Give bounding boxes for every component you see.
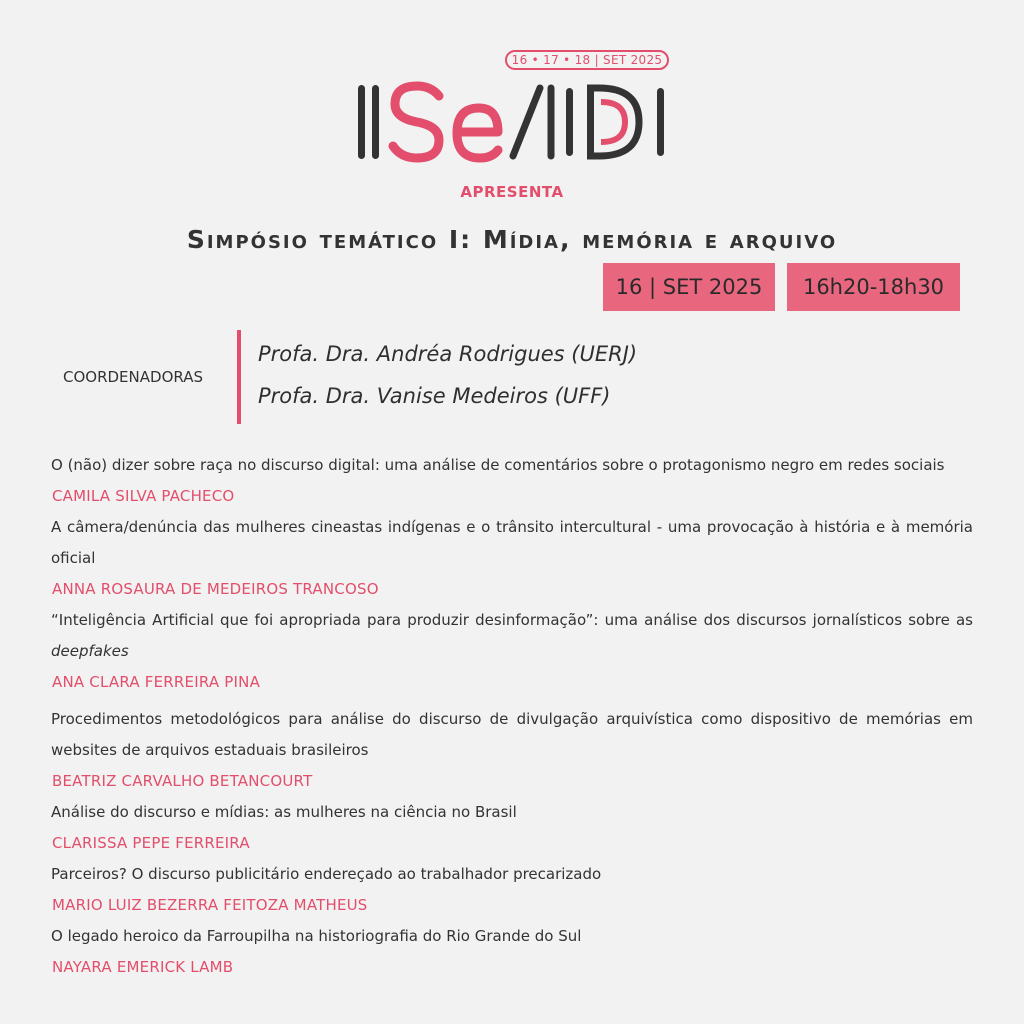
- talk-author: ANA CLARA FERREIRA PINA: [52, 673, 261, 691]
- symposium-title: Simpósio temático I: Mídia, memória e arquivo: [186, 225, 838, 254]
- date-badge: 16 | SET 2025: [603, 263, 775, 311]
- talk-list: [51, 450, 973, 983]
- presents-label: APRESENTA: [460, 183, 564, 201]
- coordinators-label: COORDENADORAS: [63, 368, 203, 386]
- talk-title: O legado heroico da Farroupilha na historiografia do Rio Grande do Sul: [51, 927, 582, 945]
- talk-author: NAYARA EMERICK LAMB: [52, 958, 234, 976]
- talk-title: A câmera/denúncia das mulheres cineastas indígenas e o trânsito intercultural - uma provocação à história e à memória oficial: [51, 518, 973, 567]
- talk-title: [51, 605, 973, 667]
- talk-author: BEATRIZ CARVALHO BETANCOURT: [52, 772, 313, 790]
- event-dates-pill: 16 • 17 • 18 | SET 2025: [505, 50, 669, 70]
- coordinator-name: Profa. Dra. Vanise Medeiros (UFF): [258, 384, 611, 408]
- talk-title: Procedimentos metodológicos para análise do discurso de divulgação arquivística como dispositivo de memórias em websites de arquivos estaduais brasileiros: [51, 710, 973, 759]
- talk-title-main: “Inteligência Artificial que foi apropriada para produzir desinformação”: uma análise dos discursos jornalísticos sobre as: [51, 611, 973, 629]
- talk-title: Parceiros? O discurso publicitário endereçado ao trabalhador precarizado: [51, 865, 602, 883]
- time-badge: 16h20-18h30: [787, 263, 960, 311]
- talk-author: CLARISSA PEPE FERREIRA: [52, 834, 250, 852]
- talk-title: Análise do discurso e mídias: as mulheres na ciência no Brasil: [51, 803, 517, 821]
- talk-author: CAMILA SILVA PACHECO: [52, 487, 235, 505]
- coordinators-divider: [237, 330, 241, 424]
- talk-author: ANNA ROSAURA DE MEDEIROS TRANCOSO: [52, 580, 379, 598]
- talk-title: O (não) dizer sobre raça no discurso digital: uma análise de comentários sobre o protagonismo negro em redes sociais: [51, 456, 945, 474]
- semidi-logo: [355, 80, 675, 166]
- talk-title-italic: deepfakes: [51, 642, 129, 660]
- talk-author: MARIO LUIZ BEZERRA FEITOZA MATHEUS: [52, 896, 368, 914]
- coordinator-name: Profa. Dra. Andréa Rodrigues (UERJ): [258, 342, 638, 366]
